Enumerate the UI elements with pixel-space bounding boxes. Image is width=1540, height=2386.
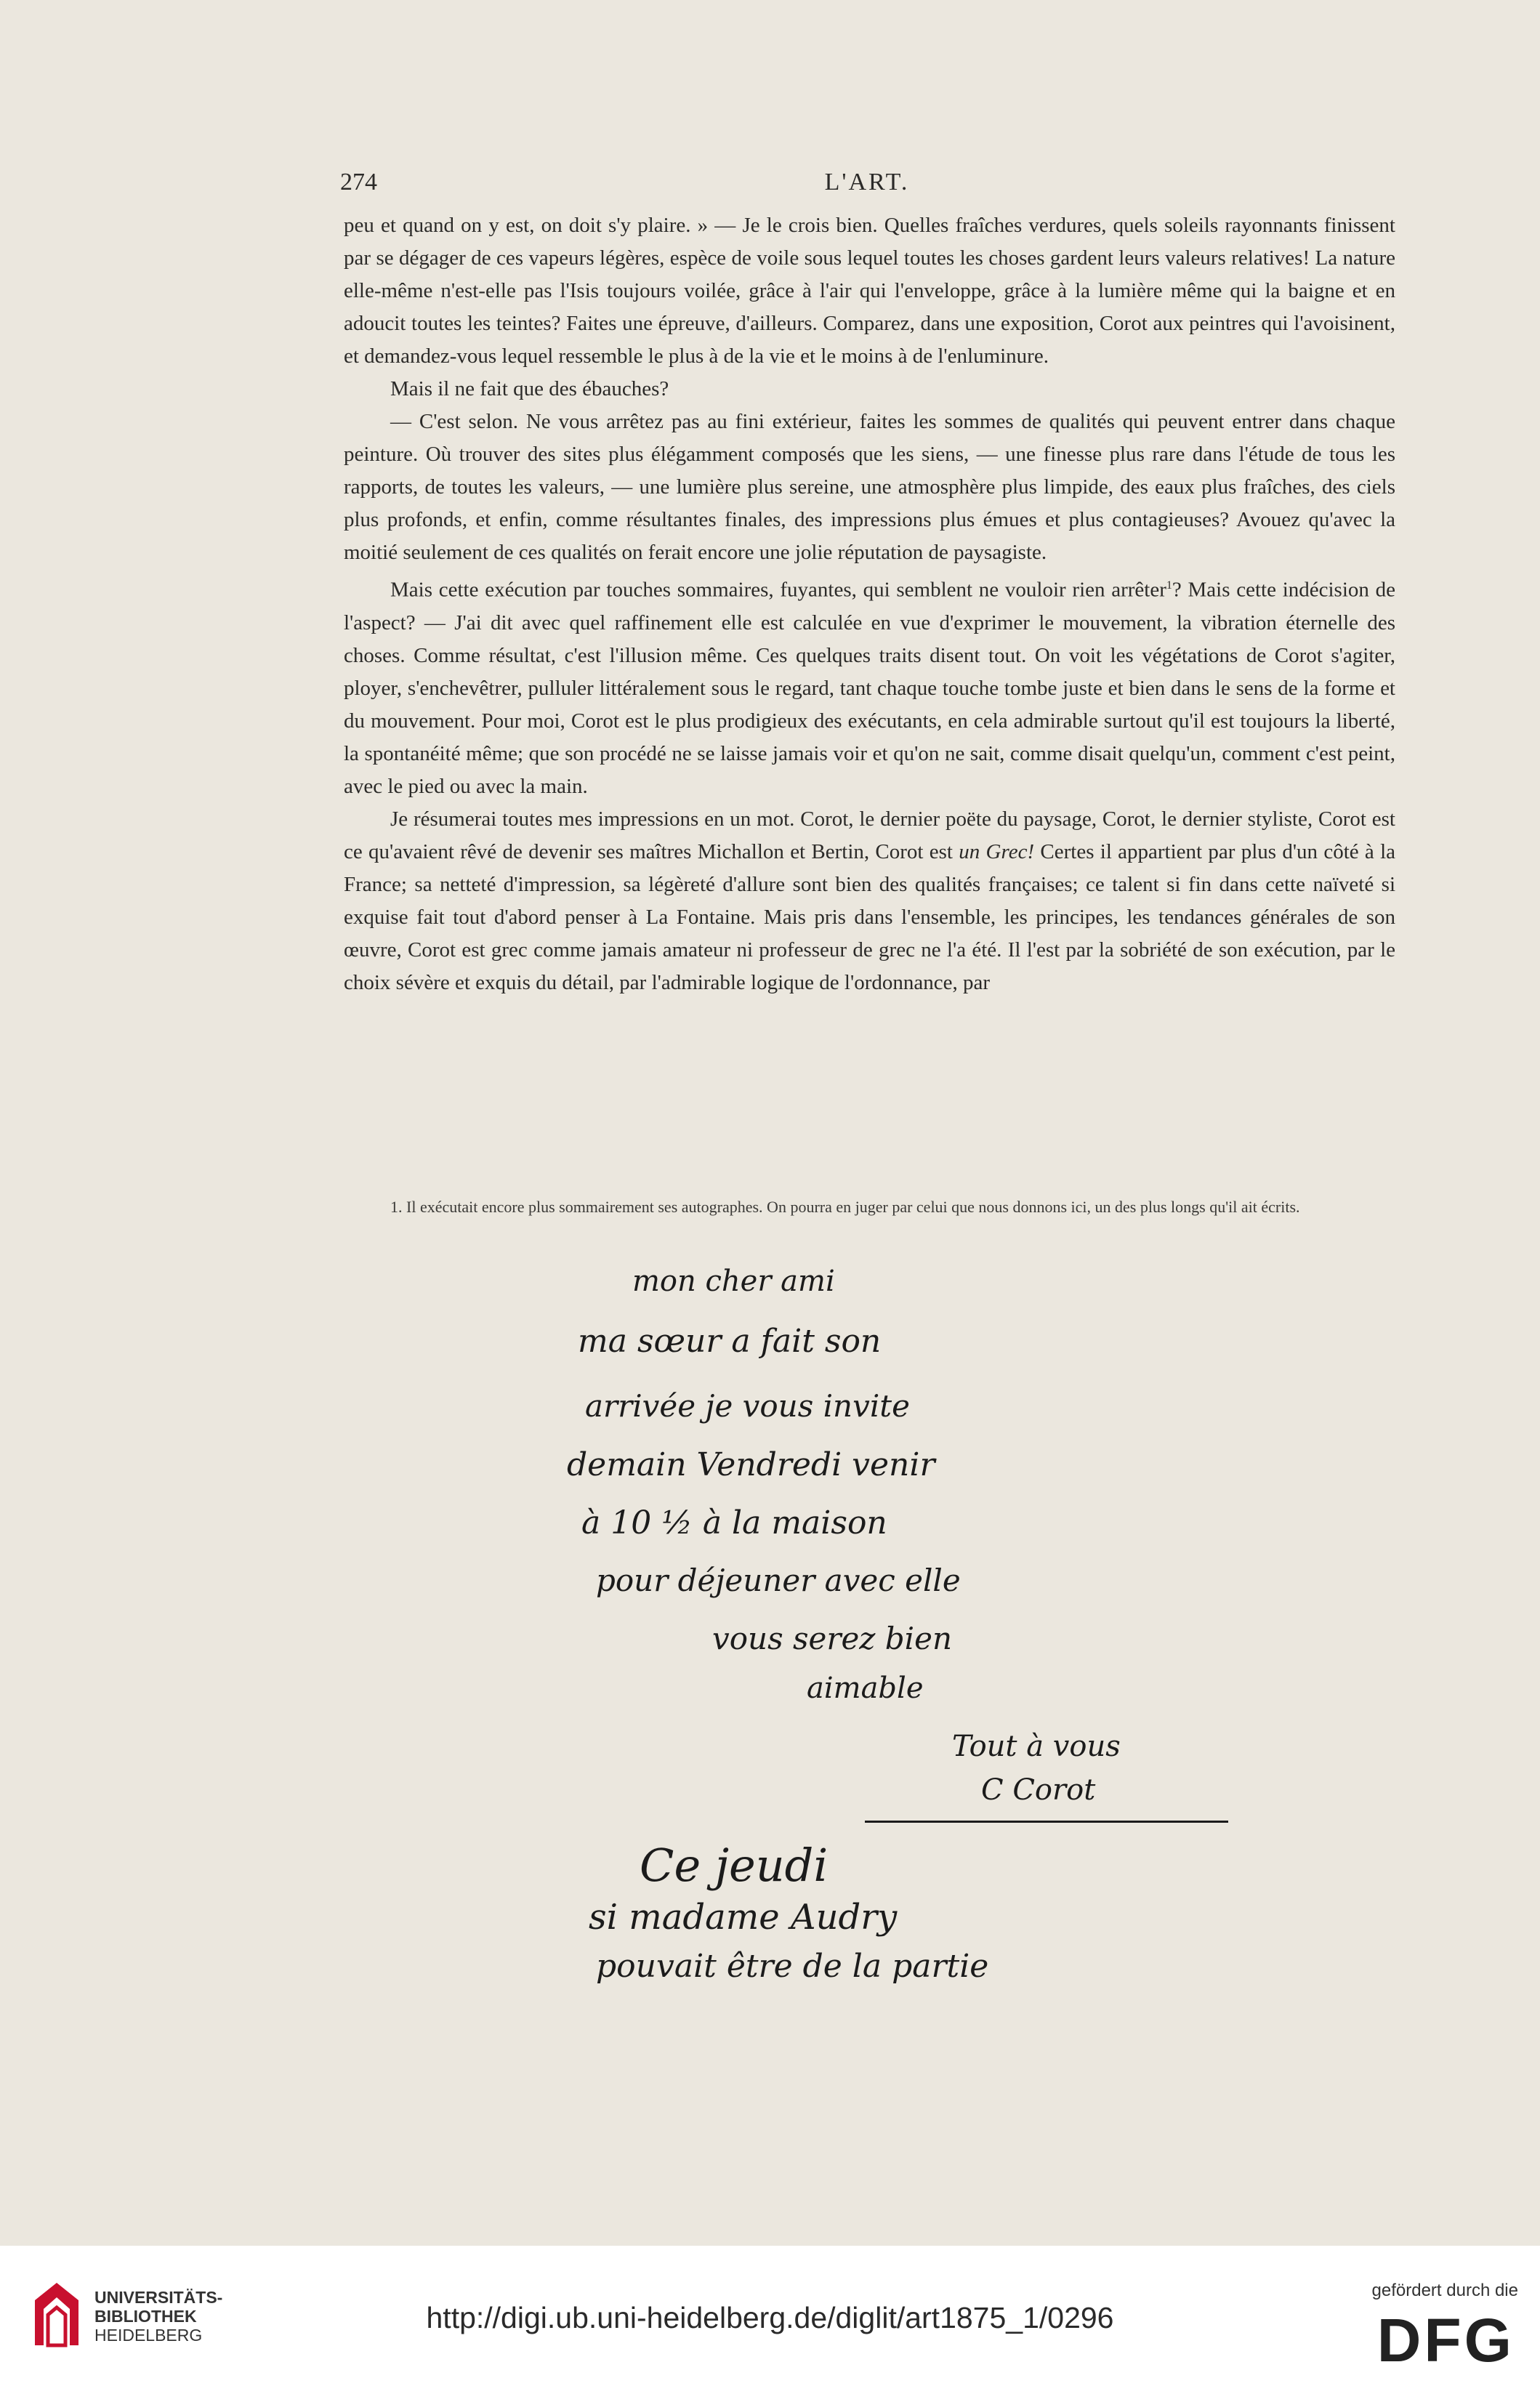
page-header — [340, 169, 1394, 205]
paragraph-5-italic: un Grec! — [959, 839, 1035, 863]
library-line-1: UNIVERSITÄTS- — [94, 2288, 223, 2307]
letter-postscript-line: si madame Audry — [589, 1897, 898, 1938]
paragraph-5-start: Je résumerai toutes mes impressions en un mot. Corot, le dernier poëte du paysage, Corot, le dernier styliste, Corot est ce qu'avaient rêvé de devenir ses maîtres Michallon et Bertin, Corot est — [344, 807, 1395, 863]
footnote-reference: 1 — [1166, 579, 1172, 592]
letter-line: demain Vendredi venir — [567, 1446, 935, 1483]
paragraph-4-start: Mais cette exécution par touches sommaires, fuyantes, qui semblent ne vouloir rien arrêter — [390, 578, 1166, 602]
letter-line: à 10 ½ à la maison — [581, 1504, 887, 1541]
paragraph-1: peu et quand on y est, on doit s'y plaire. » — Je le crois bien. Quelles fraîches verdures, quels soleils rayonnants finissent par se dégager de ces vapeurs légères, espèce de voile sous lequel toutes les choses gardent leurs valeurs relatives! La nature elle-même n'est-elle pas l'Isis toujours voilée, grâce à l'air qui l'enveloppe, grâce à la lumière même qui la baigne et en adoucit toutes les teintes? Faites une épreuve, d'ailleurs. Comparez, dans une exposition, Corot aux peintres qui l'avoisinent, et demandez-vous lequel ressemble le plus à de la vie et le moins à de l'enluminure. — [344, 214, 1395, 368]
page-number: 274 — [340, 169, 377, 196]
paragraph-4-rest: ? Mais cette indécision de l'aspect? — J'ai dit avec quel raffinement elle est calculée en vue d'exprimer le mouvement, la vibration éternelle des choses. Comme résultat, c'est l'illusion même. Ces quelques traits disent tout. On voit les végétations de Corot s'agiter, ployer, s'enchevêtrer, pulluler littéralement sous le regard, tant chaque touche tombe juste et bien dans le sens de la forme et du mouvement. Pour moi, Corot est le plus prodigieux des exécutants, en cela admirable surtout qu'il est toujours la liberté, la spontanéité même; que son procédé ne se laisse jamais voir et qu'on ne sait, comme disait quelqu'un, comment c'est peint, avec le pied ou avec la main. — [344, 578, 1395, 798]
dfg-logo: DFG — [1376, 2306, 1515, 2374]
letter-line: mon cher ami — [632, 1265, 835, 1298]
letter-closing: Tout à vous — [952, 1730, 1121, 1763]
signature-underline — [865, 1821, 1228, 1823]
letter-line: vous serez bien — [712, 1621, 953, 1656]
paragraph-4 — [344, 569, 1395, 803]
viewer-footer — [0, 2246, 1540, 2386]
letter-line: aimable — [807, 1672, 924, 1705]
paragraph-5 — [344, 803, 1395, 999]
article-body — [344, 209, 1395, 999]
library-line-2: BIBLIOTHEK — [94, 2307, 197, 2326]
paragraph-2: Mais il ne fait que des ébauches? — [390, 377, 669, 400]
library-line-3: HEIDELBERG — [94, 2326, 203, 2345]
letter-postscript-line: pouvait être de la partie — [596, 1948, 989, 1985]
paragraph-5-rest: Certes il appartient par plus d'un côté à la France; sa netteté d'impression, sa légèreté d'allure sont bien des qualités françaises; ce talent si fin dans cette naïveté si exquise fait tout d'abord penser à La Fontaine. Mais pris dans l'ensemble, les principes, les tendances générales de son œuvre, Corot est grec comme jamais amateur ni professeur de grec ne l'a été. Il l'est par la sobriété de son exécution, par le choix sévère et exquis du détail, par l'admirable logique de l'ordonnance, par — [344, 839, 1395, 994]
letter-line: pour déjeuner avec elle — [596, 1563, 961, 1598]
permalink-url[interactable]: http://digi.ub.uni-heidelberg.de/diglit/art1875_1/0296 — [426, 2301, 1114, 2334]
running-title: L'ART. — [824, 169, 910, 196]
paragraph-3: — C'est selon. Ne vous arrêtez pas au fini extérieur, faites les sommes de qualités qui peuvent entrer dans chaque peinture. Où trouver des sites plus élégamment composés que les siens, — une finesse plus rare dans l'étude de tous les rapports, de toutes les valeurs, — une lumière plus sereine, une atmosphère plus limpide, des eaux plus fraîches, des ciels plus profonds, et enfin, comme résultantes finales, des impressions plus émues et plus contagieuses? Avouez qu'avec la moitié seulement de ces qualités on ferait encore une jolie réputation de paysagiste. — [344, 410, 1395, 564]
handwritten-letter-facsimile — [509, 1250, 1265, 1984]
letter-line: ma sœur a fait son — [578, 1323, 882, 1360]
funded-by-label: gefördert durch die — [1371, 2281, 1518, 2300]
footnote: 1. Il exécutait encore plus sommairement ses autographes. On pourra en juger par celui que nous donnons ici, un des plus longs qu'il ait écrits. — [390, 1198, 1300, 1216]
letter-signature: C Corot — [981, 1773, 1096, 1807]
letter-line: arrivée je vous invite — [585, 1388, 910, 1424]
letter-postscript-line: Ce jeudi — [640, 1839, 829, 1892]
